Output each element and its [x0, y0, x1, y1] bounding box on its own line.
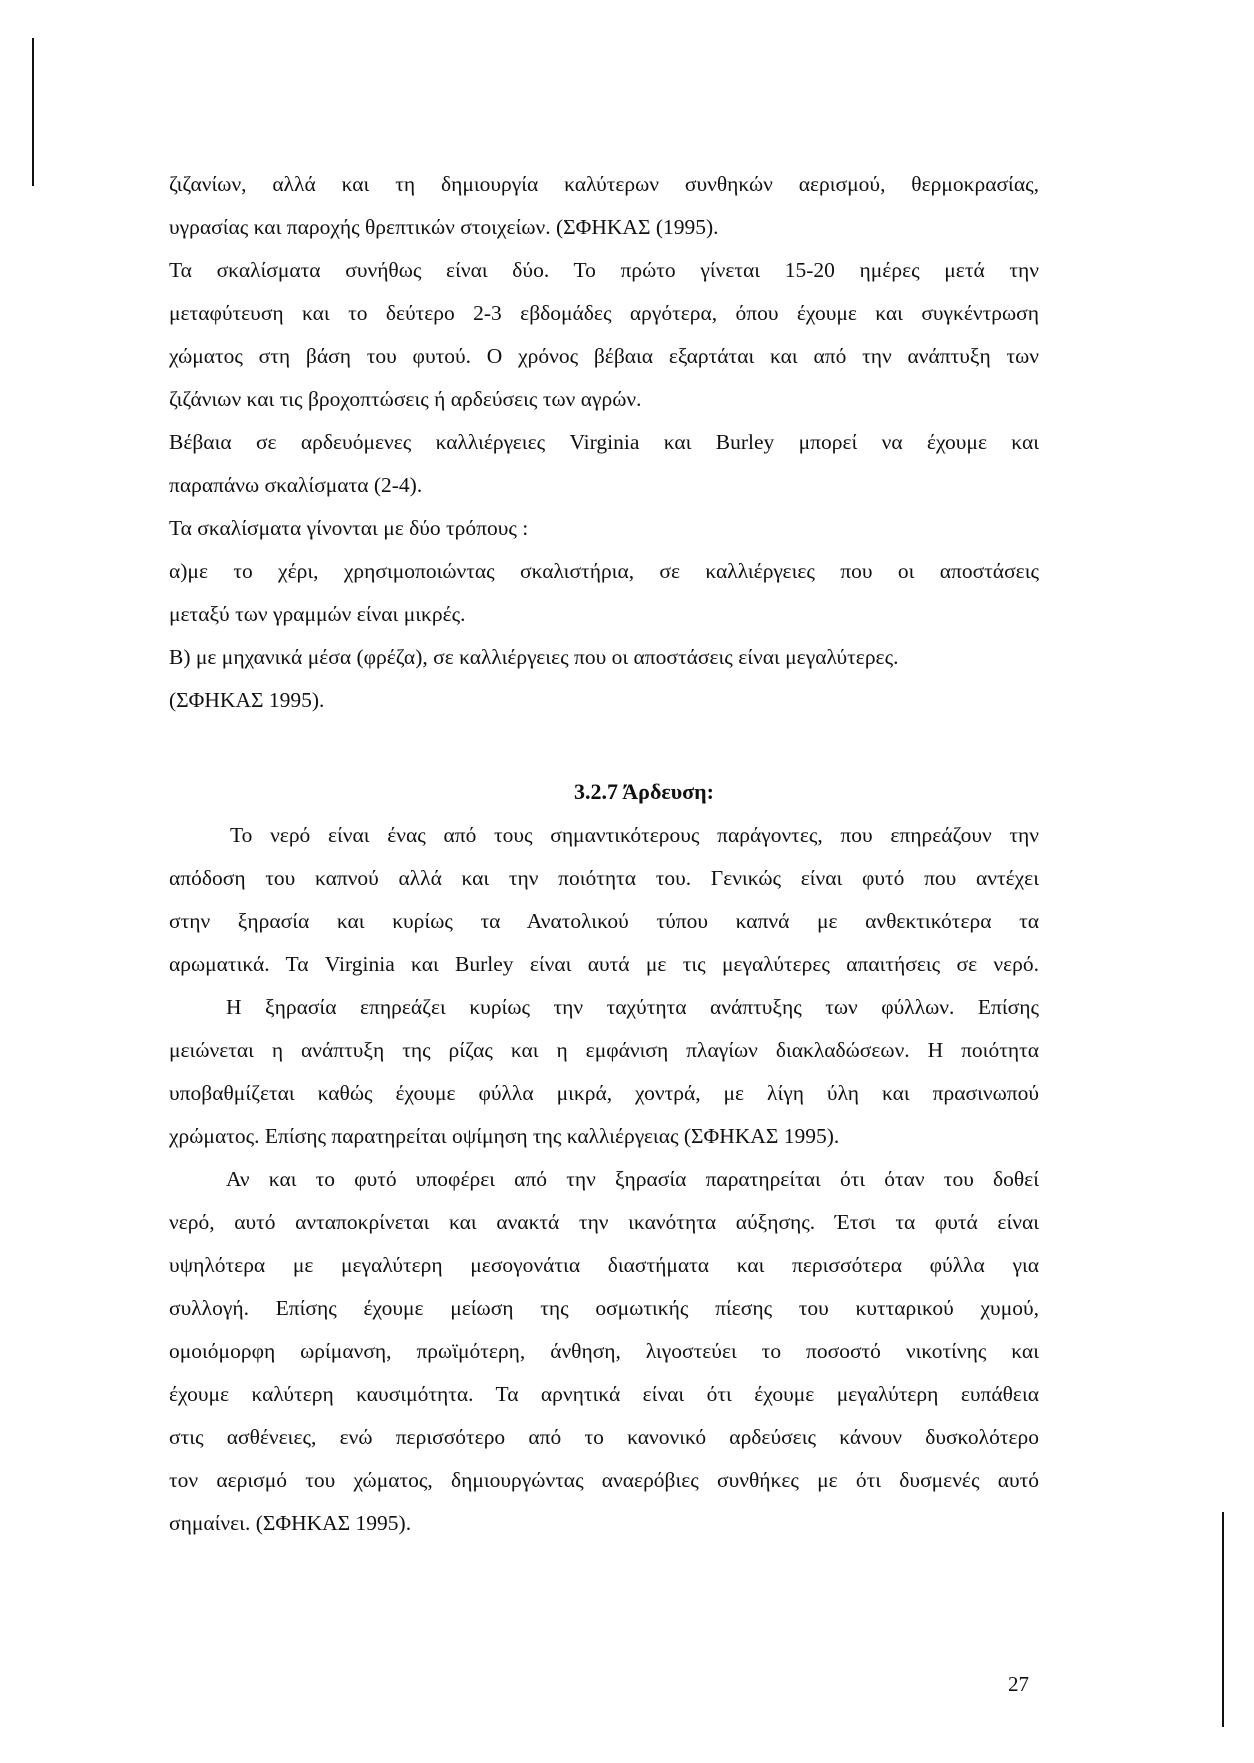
text-line: μειώνεται η ανάπτυξη της ρίζας και η εμφάνιση πλαγίων διακλαδώσεων. Η ποιότητα [169, 1038, 1039, 1062]
text-line: στις ασθένειες, ενώ περισσότερο από το κανονικό αρδεύσεις κάνουν δυσκολότερο [169, 1425, 1039, 1449]
paragraph-6 [169, 991, 1039, 1152]
text-line: νερό, αυτό ανταποκρίνεται και ανακτά την ικανότητα αύξησης. Έτσι τα φυτά είναι [169, 1210, 1039, 1234]
text-line: ζιζάνιων και τις βροχοπτώσεις ή αρδεύσεις των αγρών. [169, 387, 642, 411]
text-line: Η ξηρασία επηρεάζει κυρίως την ταχύτητα ανάπτυξης των φύλλων. Επίσης [226, 995, 1039, 1019]
paragraph-1 [169, 168, 1039, 243]
text-line: χρώματος. Επίσης παρατηρείται οψίμηση της καλλιέργειας (ΣΦΗΚΑΣ 1995). [169, 1124, 840, 1148]
text-line: υποβαθμίζεται καθώς έχουμε φύλλα μικρά, χοντρά, με λίγη ύλη και πρασινωπού [169, 1081, 1039, 1105]
page-number: 27 [1008, 1672, 1029, 1696]
paragraph-2 [169, 254, 1039, 415]
text-line: υγρασίας και παροχής θρεπτικών στοιχείων. (ΣΦΗΚΑΣ (1995). [169, 215, 719, 239]
text-line: έχουμε καλύτερη καυσιμότητα. Τα αρνητικά είναι ότι έχουμε μεγαλύτερη ευπάθεια [169, 1382, 1039, 1406]
text-line: παραπάνω σκαλίσματα (2-4). [169, 473, 423, 497]
text-line: Το νερό είναι ένας από τους σημαντικότερους παράγοντες, που επηρεάζουν την [230, 823, 1039, 847]
text-line: Βέβαια σε αρδευόμενες καλλιέργειες Virginia και Burley μπορεί να έχουμε και [169, 430, 1039, 454]
paragraph-5 [169, 819, 1039, 980]
text-line: μεταφύτευση και το δεύτερο 2-3 εβδομάδες αργότερα, όπου έχουμε και συγκέντρωση [169, 301, 1039, 325]
paragraph-7 [169, 1163, 1039, 1539]
text-line: Αν και το φυτό υποφέρει από την ξηρασία παρατηρείται ότι όταν του δοθεί [226, 1167, 1039, 1191]
scan-edge-mark [1222, 1512, 1224, 1727]
document-page [169, 168, 1039, 1539]
text-line: μεταξύ των γραμμών είναι μικρές. [169, 602, 466, 626]
text-line: απόδοση του καπνού αλλά και την ποιότητα του. Γενικώς είναι φυτό που αντέχει [169, 866, 1039, 890]
text-line: αρωματικά. Τα Virginia και Burley είναι αυτά με τις μεγαλύτερες απαιτήσεις σε νερό. [169, 952, 1039, 976]
paragraph-4 [169, 512, 1039, 716]
text-line: ζιζανίων, αλλά και τη δημιουργία καλύτερων συνθηκών αερισμού, θερμοκρασίας, [169, 172, 1039, 196]
paragraph-3 [169, 426, 1039, 501]
text-line: τον αερισμό του χώματος, δημιουργώντας αναερόβιες συνθήκες με ότι δυσμενές αυτό [169, 1468, 1039, 1492]
text-line: συλλογή. Επίσης έχουμε μείωση της οσμωτικής πίεσης του κυτταρικού χυμού, [169, 1296, 1039, 1320]
text-line: (ΣΦΗΚΑΣ 1995). [169, 688, 325, 712]
text-line: α)με το χέρι, χρησιμοποιώντας σκαλιστήρια, σε καλλιέργειες που οι αποστάσεις [169, 559, 1039, 583]
text-line: χώματος στη βάση του φυτού. Ο χρόνος βέβαια εξαρτάται και από την ανάπτυξη των [169, 344, 1039, 368]
text-line: Τα σκαλίσματα συνήθως είναι δύο. Το πρώτο γίνεται 15-20 ημέρες μετά την [169, 258, 1039, 282]
text-line: ομοιόμορφη ωρίμανση, πρωϊμότερη, άνθηση, λιγοστεύει το ποσοστό νικοτίνης και [169, 1339, 1039, 1363]
text-line: υψηλότερα με μεγαλύτερη μεσογονάτια διαστήματα και περισσότερα φύλλα για [169, 1253, 1039, 1277]
scan-edge-mark [32, 38, 34, 186]
text-line: στην ξηρασία και κυρίως τα Ανατολικού τύπου καπνά με ανθεκτικότερα τα [169, 909, 1039, 933]
section-heading: 3.2.7 Άρδευση: [574, 779, 714, 804]
text-line: Τα σκαλίσματα γίνονται με δύο τρόπους : [169, 516, 529, 540]
text-line: Β) με μηχανικά μέσα (φρέζα), σε καλλιέργειες που οι αποστάσεις είναι μεγαλύτερες. [169, 645, 899, 669]
text-line: σημαίνει. (ΣΦΗΚΑΣ 1995). [169, 1511, 412, 1535]
